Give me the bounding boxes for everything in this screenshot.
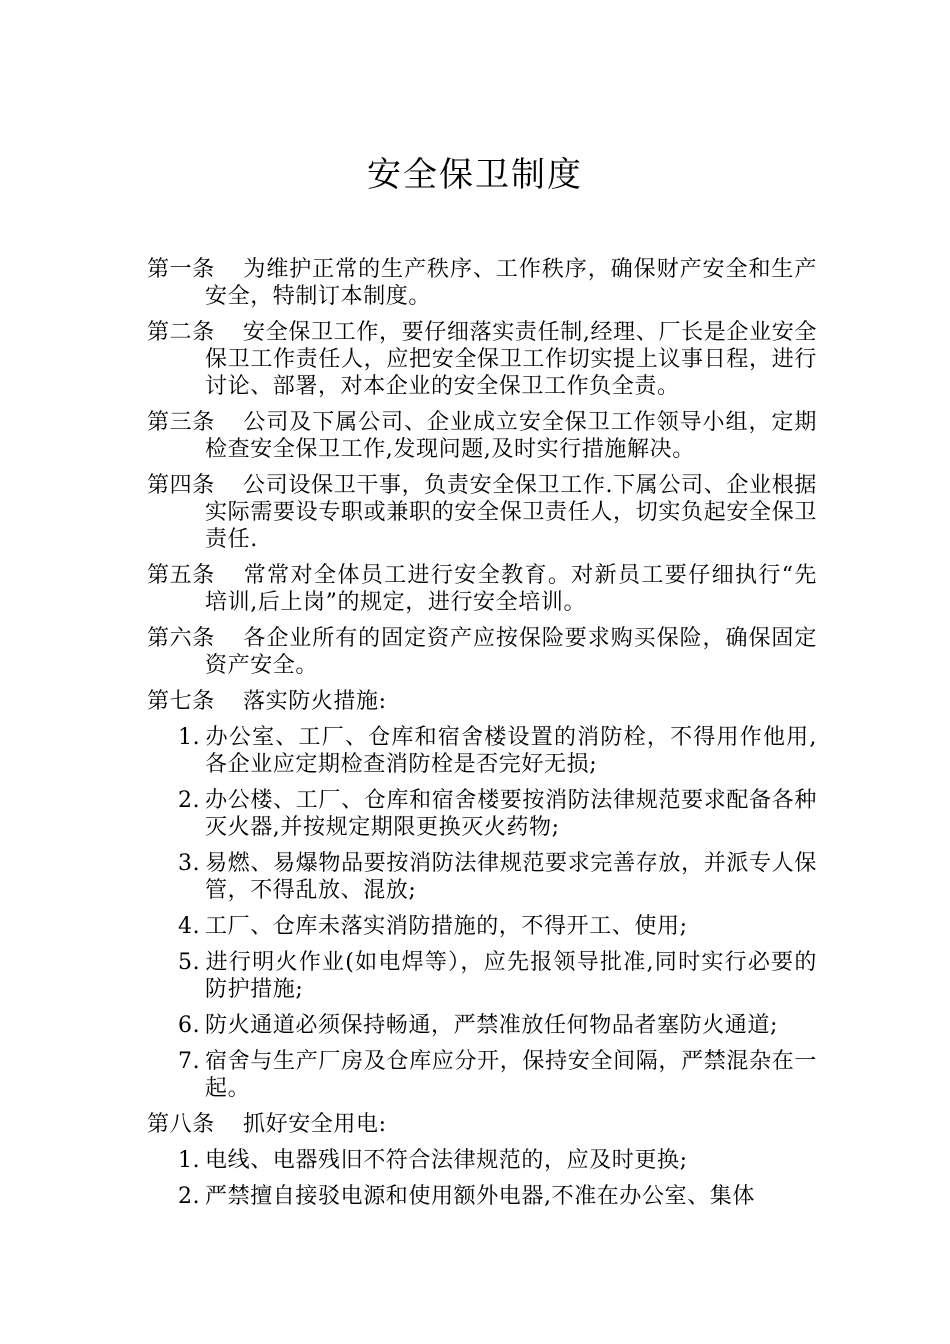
article-label: 第二条: [147, 320, 215, 345]
article-text: 公司设保卫干事，负责安全保卫工作.下属公司、企业根据实际需要设专职或兼职的安全保卫责任人，切实负起安全保卫责任.: [205, 473, 817, 552]
article-2: [147, 319, 817, 400]
article-6: [147, 625, 817, 679]
item-number: 2.: [178, 1184, 201, 1209]
article-3: [147, 409, 817, 463]
list-item: [147, 1012, 817, 1039]
article-label: 第五条: [147, 563, 215, 588]
list-item: [147, 724, 817, 778]
item-text: 宿舍与生产厂房及仓库应分开，保持安全间隔，严禁混杂在一起。: [205, 1049, 817, 1101]
item-text: 工厂、仓库未落实消防措施的，不得开工、使用;: [205, 914, 688, 939]
article-text: 安全保卫工作，要仔细落实责任制,经理、厂长是企业安全保卫工作责任人，应把安全保卫工作切实提上议事日程，进行讨论、部署，对本企业的安全保卫工作负全责。: [205, 320, 817, 399]
article-label: 第六条: [147, 626, 215, 651]
item-number: 4.: [178, 914, 201, 939]
item-number: 1.: [178, 1148, 201, 1173]
list-item: [147, 1048, 817, 1102]
list-item: [147, 913, 817, 940]
item-number: 5.: [178, 950, 201, 975]
item-number: 3.: [178, 851, 201, 876]
article-label: 第一条: [147, 257, 215, 282]
list-item: [147, 949, 817, 1003]
item-number: 2.: [178, 788, 201, 813]
item-text: 严禁擅自接驳电源和使用额外电器,不准在办公室、集体: [205, 1184, 755, 1209]
fire-safety-list: [147, 724, 817, 1102]
electrical-safety-list: [147, 1147, 817, 1210]
document-body: [147, 256, 817, 1219]
article-label: 第八条: [147, 1112, 215, 1137]
item-text: 防火通道必须保持畅通，严禁准放任何物品者塞防火通道;: [205, 1013, 779, 1038]
list-item: [147, 787, 817, 841]
item-text: 进行明火作业(如电焊等），应先报领导批准,同时实行必要的防护措施;: [205, 950, 817, 1002]
item-text: 电线、电器残旧不符合法律规范的，应及时更换;: [205, 1148, 688, 1173]
list-item: [147, 850, 817, 904]
article-8: [147, 1111, 817, 1138]
article-text: 各企业所有的固定资产应按保险要求购买保险，确保固定资产安全。: [205, 626, 817, 678]
article-label: 第七条: [147, 689, 215, 714]
article-text: 为维护正常的生产秩序、工作秩序，确保财产安全和生产安全，特制订本制度。: [205, 257, 817, 309]
article-label: 第四条: [147, 473, 215, 498]
list-item: [147, 1183, 817, 1210]
list-item: [147, 1147, 817, 1174]
article-label: 第三条: [147, 410, 215, 435]
article-4: [147, 472, 817, 553]
item-text: 办公楼、工厂、仓库和宿舍楼要按消防法律规范要求配备各种灭火器,并按规定期限更换灭火药物;: [205, 788, 817, 840]
item-number: 6.: [178, 1013, 201, 1038]
article-text: 常常对全体员工进行安全教育。对新员工要仔细执行“先培训,后上岗”的规定，进行安全培训。: [205, 563, 817, 615]
article-1: [147, 256, 817, 310]
article-7: [147, 688, 817, 715]
document-title: 安全保卫制度: [367, 155, 583, 195]
article-text: 落实防火措施:: [243, 689, 387, 714]
article-text: 公司及下属公司、企业成立安全保卫工作领导小组，定期检查安全保卫工作,发现问题,及时实行措施解决。: [205, 410, 817, 462]
article-text: 抓好安全用电:: [243, 1112, 387, 1137]
article-5: [147, 562, 817, 616]
item-text: 易燃、易爆物品要按消防法律规范要求完善存放，并派专人保管，不得乱放、混放;: [205, 851, 817, 903]
item-number: 7.: [178, 1049, 201, 1074]
item-text: 办公室、工厂、仓库和宿舍楼设置的消防栓，不得用作他用,各企业应定期检查消防栓是否完好无损;: [205, 725, 817, 777]
item-number: 1.: [178, 725, 201, 750]
